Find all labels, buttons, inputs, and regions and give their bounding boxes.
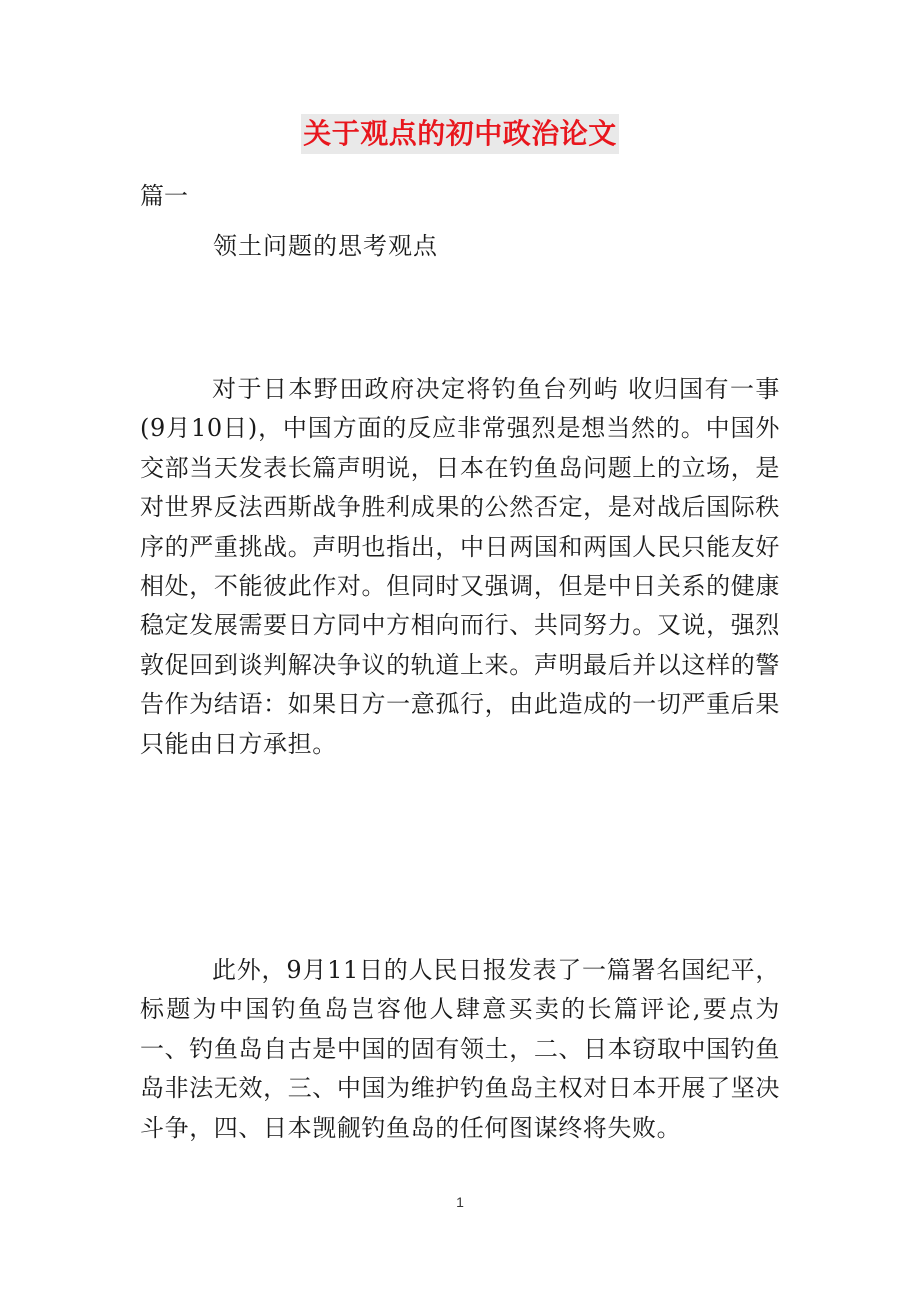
body-paragraph-1: 对于日本野田政府决定将钓鱼台列屿 收归国有一事(9月10日)，中国方面的反应非常强烈是想当然的。中国外交部当天发表长篇声明说，日本在钓鱼岛问题上的立场，是对世界反法西斯战争胜利成果的公然否定，是对战后国际秩序的严重挑战。声明也指出，中日两国和两国人民只能友好相处，不能彼此作对。但同时又强调，但是中日关系的健康稳定发展需要日方同中方相向而行、共同努力。又说，强烈敦促回到谈判解决争议的轨道上来。声明最后并以这样的警告作为结语：如果日方一意孤行，由此造成的一切严重后果只能由日方承担。 (140, 375, 780, 758)
page-number: 1 (456, 1194, 464, 1210)
title-container (0, 114, 920, 154)
document-title: 关于观点的初中政治论文 (301, 114, 619, 154)
article-subtitle: 领土问题的思考观点 (213, 232, 438, 260)
body-paragraph-2: 此外，9月11日的人民日报发表了一篇署名国纪平，标题为中国钓鱼岛岂容他人肆意买卖的长篇评论,要点为一、钓鱼岛自古是中国的固有领土，二、日本窃取中国钓鱼岛非法无效，三、中国为维护钓鱼岛主权对日本开展了坚决斗争，四、日本觊觎钓鱼岛的任何图谋终将失败。 (140, 956, 780, 1142)
section-label: 篇一 (140, 182, 188, 210)
